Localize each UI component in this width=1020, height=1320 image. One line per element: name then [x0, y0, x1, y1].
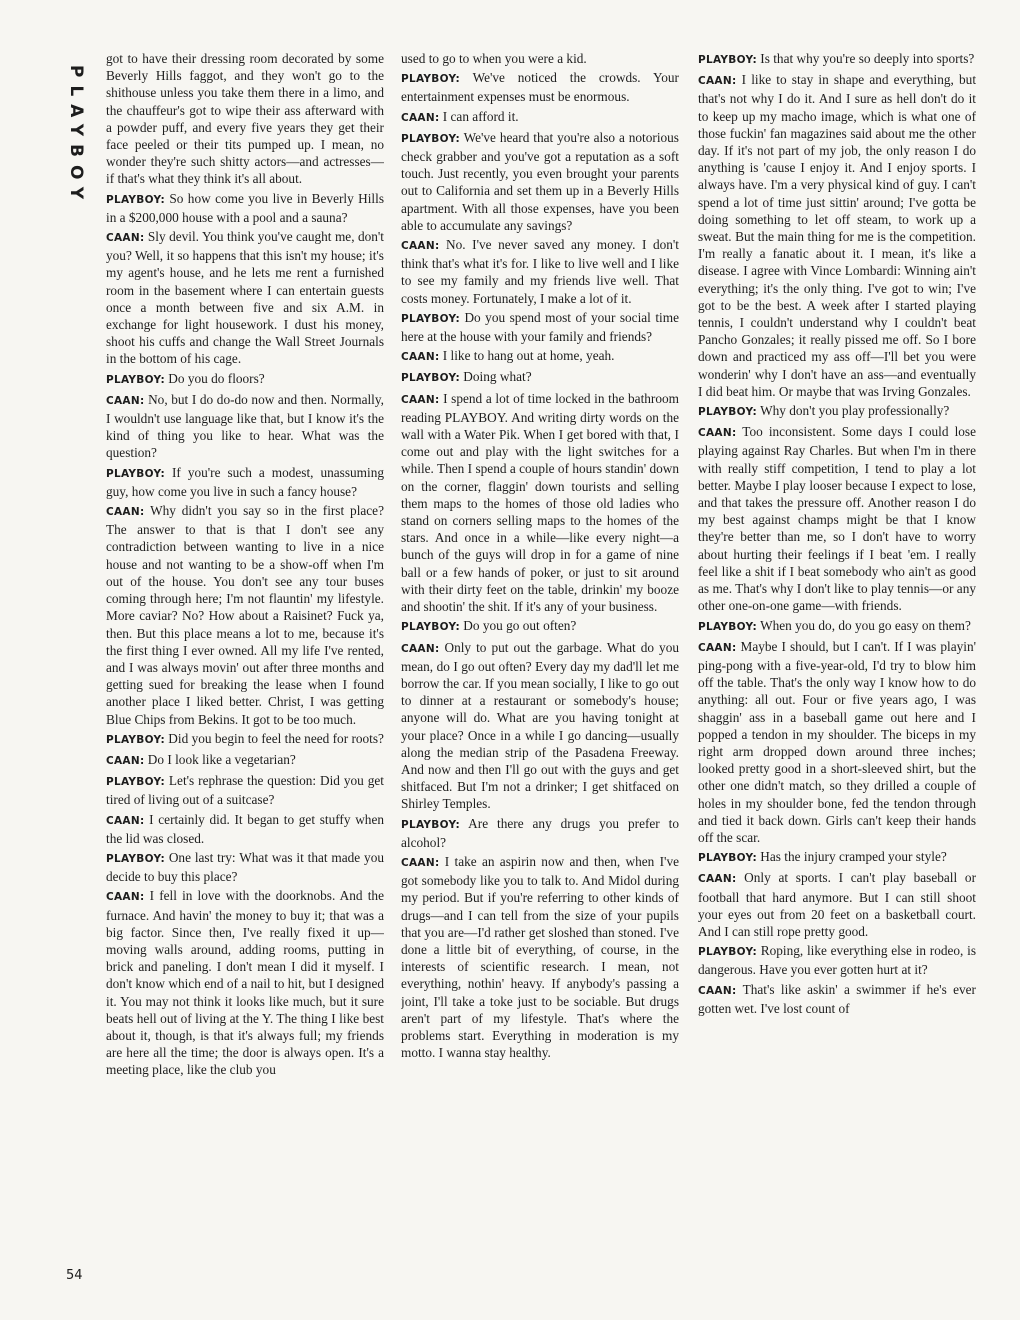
spine-text: PLAYBOY [66, 64, 86, 208]
text-column-2 [401, 50, 679, 1290]
speaker-label: PLAYBOY: [106, 467, 165, 480]
paragraph-text: I can afford it. [442, 108, 519, 124]
paragraph-text: I spend a lot of time locked in the bathroom reading PLAYBOY. And writing dirty words on the wall with a Water Pik. When I get bored with that, I come out and play with the light switches for a while. Then I spend a couple of hours standin' down on the corner, flaggin' down tourists and selling them maps to the homes of those old ladies who stand on corners selling maps to the homes of the stars. And once in a while—like every night—a bunch of the guys will drop in for a game of nine ball or a few hands of poker, or just to sit around with their dirty feet on the table, drinkin' my booze and shootin' the shit. If it's any of your business. [401, 390, 679, 615]
paragraph-text: Do you do floors? [168, 370, 265, 386]
paragraph-text: Roping, like everything else in rodeo, is dangerous. Have you ever gotten hurt at it? [698, 943, 976, 978]
paragraph-text: Has the injury cramped your style? [760, 849, 947, 865]
speaker-label: CAAN: [698, 427, 737, 440]
paragraph-text: No, but I do do-do now and then. Normally, I wouldn't use language like that, but I know it's the kind of thing you like to hear. What was the question? [106, 391, 384, 461]
speaker-label: PLAYBOY: [698, 406, 757, 419]
interview-paragraph [698, 869, 976, 940]
text-column-3 [698, 50, 976, 1290]
speaker-label: PLAYBOY: [106, 193, 165, 206]
paragraph-text: got to have their dressing room decorated by some Beverly Hills faggot, and they won't go to the shithouse unless you take them there in a limo, and the chauffeur's got to wipe their ass afterward with a powder puff, and every five years they get their face peeled or their tits pumped up. I mean, no wonder they're such shitty actors—and actresses—if that's what they think it's all about. [106, 51, 384, 187]
interview-paragraph [401, 639, 679, 813]
interview-paragraph [106, 502, 384, 728]
interview-paragraph [401, 108, 679, 127]
speaker-label: CAAN: [401, 240, 440, 253]
interview-paragraph [698, 617, 976, 636]
paragraph-text: Is that why you're so deeply into sports? [760, 51, 975, 66]
speaker-label: CAAN: [401, 642, 440, 655]
speaker-label: CAAN: [106, 754, 145, 767]
speaker-label: CAAN: [698, 873, 737, 886]
paragraph-text: That's like askin' a swimmer if he's ever gotten wet. I've lost count of [698, 981, 976, 1016]
paragraph-text: Only to put out the garbage. What do you mean, do I go out often? Every day my dad'll let me borrow the car. If you mean socially, I like to go out to dinner at a restaurant or somebody's house; anyone will do. What are you having tonight at your place? Once in a while I go dancing—usually along the median strip of the Pasadena Freeway. And now and then I'll go out with the guys and get shitfaced. But I'm not a drinker; I get shitfaced on Shirley Temples. [401, 639, 679, 812]
interview-paragraph [106, 190, 384, 226]
paragraph-text: Why don't you play professionally? [760, 403, 950, 419]
paragraph-text: If you're such a modest, unassuming guy, how come you live in such a fancy house? [106, 464, 384, 499]
speaker-label: PLAYBOY: [401, 312, 460, 325]
interview-paragraph [698, 981, 976, 1017]
paragraph-text: Why didn't you say so in the first place? The answer to that is that I don't see any contradiction between wanting to live in a nice house and not wanting to be a show-off when I'm out of the house. You don't see any tour buses coming through here; I'm not flauntin' my lifestyle. More caviar? No? How about a Raisinet? Fuck ya, then. But this place means a lot to me, because it's the first thing I ever owned. All my life I've rented, and I was always movin' out after three months and getting sued for breaking the lease when I found another place I liked better. Christ, I was getting Blue Chips from Bekins. It got to be too much. [106, 503, 384, 727]
paragraph-text: Do you go out often? [463, 618, 577, 634]
interview-paragraph [401, 347, 679, 366]
interview-paragraph [401, 236, 679, 307]
paragraph-text: I like to hang out at home, yeah. [442, 348, 615, 364]
interview-paragraph [401, 853, 679, 1061]
paragraph-text: I fell in love with the doorknobs. And the furnace. And havin' the money to buy it; that was a big factor. Since then, I've really fixed it up—moving walls around, adding rooms, putting in brick and paneling. I don't mean I did it myself. I don't know which end of a nail to hit, but I designed it. You may not think it looks like much, but it sure beats hell out of living at the Y. The thing I like best about it, though, is that it's always full; my friends are here all the time; the door is always open. It's a meeting place, like the club you [106, 888, 384, 1078]
speaker-label: PLAYBOY: [401, 818, 460, 831]
text-column-1 [106, 50, 384, 1290]
interview-paragraph [698, 423, 976, 614]
paragraph-text: Only at sports. I can't play baseball or football that hard anymore. But I can still shoot your eyes out from 20 feet on a basketball court. And I can still rope pretty good. [698, 870, 976, 939]
speaker-label: PLAYBOY: [106, 733, 165, 746]
interview-paragraph [106, 464, 384, 500]
paragraph-text: Do you spend most of your social time here at the house with your family and friends? [401, 309, 679, 345]
interview-paragraph [106, 730, 384, 749]
speaker-label: PLAYBOY: [106, 373, 165, 386]
interview-paragraph [401, 309, 679, 345]
magazine-spine-label [60, 46, 92, 226]
speaker-label: CAAN: [698, 641, 737, 654]
speaker-label: CAAN: [106, 506, 145, 519]
interview-paragraph [106, 751, 384, 770]
interview-paragraph [401, 368, 679, 387]
interview-paragraph [106, 811, 384, 847]
interview-paragraph [106, 50, 384, 188]
paragraph-text: No. I've never saved any money. I don't think that's what it's for. I like to live well and I like to see my family and my friends live well. That costs money. Fortunately, I make a lot of it. [401, 237, 679, 306]
paragraph-text: Did you begin to feel the need for roots? [168, 730, 384, 746]
interview-paragraph [698, 71, 976, 400]
paragraph-text: Too inconsistent. Some days I could lose playing against Ray Charles. But when I'm in there with really stiff competition, I tend to play a lot better. Maybe I play looser because I expect to lose, and that takes the pressure off. Another reason I do my best against champs might be that I know they're better than me, so I don't have to worry about hurting their feelings if I beat 'em. I really feel like a shit if I beat somebody who ain't as good as me. That's why I don't like to play tennis—or any other one-on-one game—with friends. [698, 424, 976, 614]
speaker-label: PLAYBOY: [698, 620, 757, 633]
interview-paragraph [106, 228, 384, 368]
speaker-label: PLAYBOY: [698, 946, 757, 959]
interview-paragraph [401, 69, 679, 105]
page-number: 54 [66, 1268, 83, 1283]
interview-paragraph [401, 390, 679, 616]
paragraph-text: So how come you live in Beverly Hills in a $200,000 house with a pool and a sauna? [106, 190, 384, 225]
speaker-label: CAAN: [401, 351, 440, 364]
paragraph-text: Do I look like a vegetarian? [147, 751, 296, 767]
interview-paragraph [106, 772, 384, 808]
speaker-label: PLAYBOY: [698, 852, 757, 865]
interview-paragraph [106, 849, 384, 885]
speaker-label: PLAYBOY: [698, 54, 757, 66]
paragraph-text: One last try: What was it that made you decide to buy this place? [106, 849, 384, 885]
speaker-label: CAAN: [698, 75, 737, 88]
speaker-label: CAAN: [401, 111, 440, 124]
paragraph-text: Maybe I should, but I can't. If I was playin' ping-pong with a five-year-old, I'd try to blow him off the table. That's the only way I know how to do anything: all out. Four or five years ago, I was shaggin' ass in a baseball game out here and I popped a tendon in my shoulder. The biceps in my right arm dropped down around three inches; looked pretty good in a short-sleeved shirt, but the other one didn't match, so they drilled a couple of holes in my shoulder bone, fed the tendon through and tied it back down. Girls can't keep their hands off the scar. [698, 638, 976, 845]
paragraph-text: I take an aspirin now and then, when I've got somebody like you to talk to. And Midol during my period. But if you're referring to other kinds of drugs—and I can tell from the size of your pupils that you are—I'd rather get sloshed than stoned. I've done a little bit of everything, of course, in the interests of scientific research. I mean, not everything, nothin' heavy. If anybody's passing a joint, I'll take a toke just to be sociable. But drugs aren't part of my lifestyle. That's where the problems start. Everything in moderation is my motto. I wanna stay healthy. [401, 853, 679, 1061]
speaker-label: PLAYBOY: [401, 73, 460, 86]
paragraph-text: We've noticed the crowds. Your entertainment expenses must be enormous. [401, 70, 679, 105]
interview-paragraph [698, 638, 976, 846]
interview-paragraph [698, 50, 976, 69]
paragraph-text: used to go to when you were a kid. [401, 51, 587, 66]
interview-paragraph [698, 402, 976, 421]
speaker-label: CAAN: [106, 394, 145, 407]
interview-paragraph [698, 848, 976, 867]
interview-paragraph [106, 370, 384, 389]
paragraph-text: I certainly did. It began to get stuffy when the lid was closed. [106, 811, 384, 846]
speaker-label: CAAN: [106, 814, 145, 827]
speaker-label: CAAN: [401, 393, 440, 406]
paragraph-text: When you do, do you go easy on them? [760, 617, 971, 633]
paragraph-text: Doing what? [463, 369, 532, 385]
interview-paragraph [401, 50, 679, 67]
speaker-label: CAAN: [106, 891, 145, 904]
interview-paragraph [401, 815, 679, 851]
interview-paragraph [698, 942, 976, 978]
speaker-label: PLAYBOY: [401, 132, 460, 145]
speaker-label: PLAYBOY: [401, 372, 460, 385]
paragraph-text: Sly devil. You think you've caught me, don't you? Well, it so happens that this isn't my house; it's my agent's house, and he lets me rent a furnished room in the basement where I can entertain guests once a month between five and six A.M. in exchange for light housework. I dust his money, shoot his cuffs and change the Wall Street Journals in the bottom of his cage. [106, 229, 384, 367]
speaker-label: PLAYBOY: [106, 852, 165, 865]
speaker-label: CAAN: [698, 984, 737, 997]
interview-paragraph [401, 617, 679, 636]
paragraph-text: I like to stay in shape and everything, but that's not why I do it. And I sure as hell don't do it to keep up my macho image, which is what one of those fuckin' fan magazines said about me the other day. If it's not part of my job, the only reason I do anything is 'cause I enjoy it. And I enjoy sports. I always have. I'm a very physical kind of guy. I can't spend a lot of time just sittin' around; I've gotta be doing something to let off steam, to work up a sweat. But the main thing for me is the competition. I'm really a fanatic about it. I mean, it's like a disease. I agree with Vince Lombardi: Winning ain't everything; it's the only thing. I've got to win; I've got to be the best. A week after I started playing tennis, I couldn't understand why I couldn't beat Pancho Gonzales; it really pissed me off. So I bore down and practiced my ass off—I'll bet you were wonderin' why I don't have an ass—and eventually I did beat him. Or maybe that was Irving Gonzales. [698, 72, 976, 399]
interview-paragraph [401, 129, 679, 234]
paragraph-text: Are there any drugs you prefer to alcohol? [401, 815, 679, 850]
interview-paragraph [106, 391, 384, 462]
paragraph-text: We've heard that you're also a notorious check grabber and you've got a reputation as a soft touch. Just recently, you even brought your parents out to California and set them up in a Beverly Hills apartment. With all those expenses, have you been able to accumulate any savings? [401, 129, 679, 233]
speaker-label: PLAYBOY: [106, 776, 165, 789]
speaker-label: CAAN: [401, 856, 440, 869]
interview-paragraph [106, 887, 384, 1078]
speaker-label: CAAN: [106, 232, 145, 245]
speaker-label: PLAYBOY: [401, 621, 460, 634]
paragraph-text: Let's rephrase the question: Did you get tired of living out of a suitcase? [106, 773, 384, 808]
